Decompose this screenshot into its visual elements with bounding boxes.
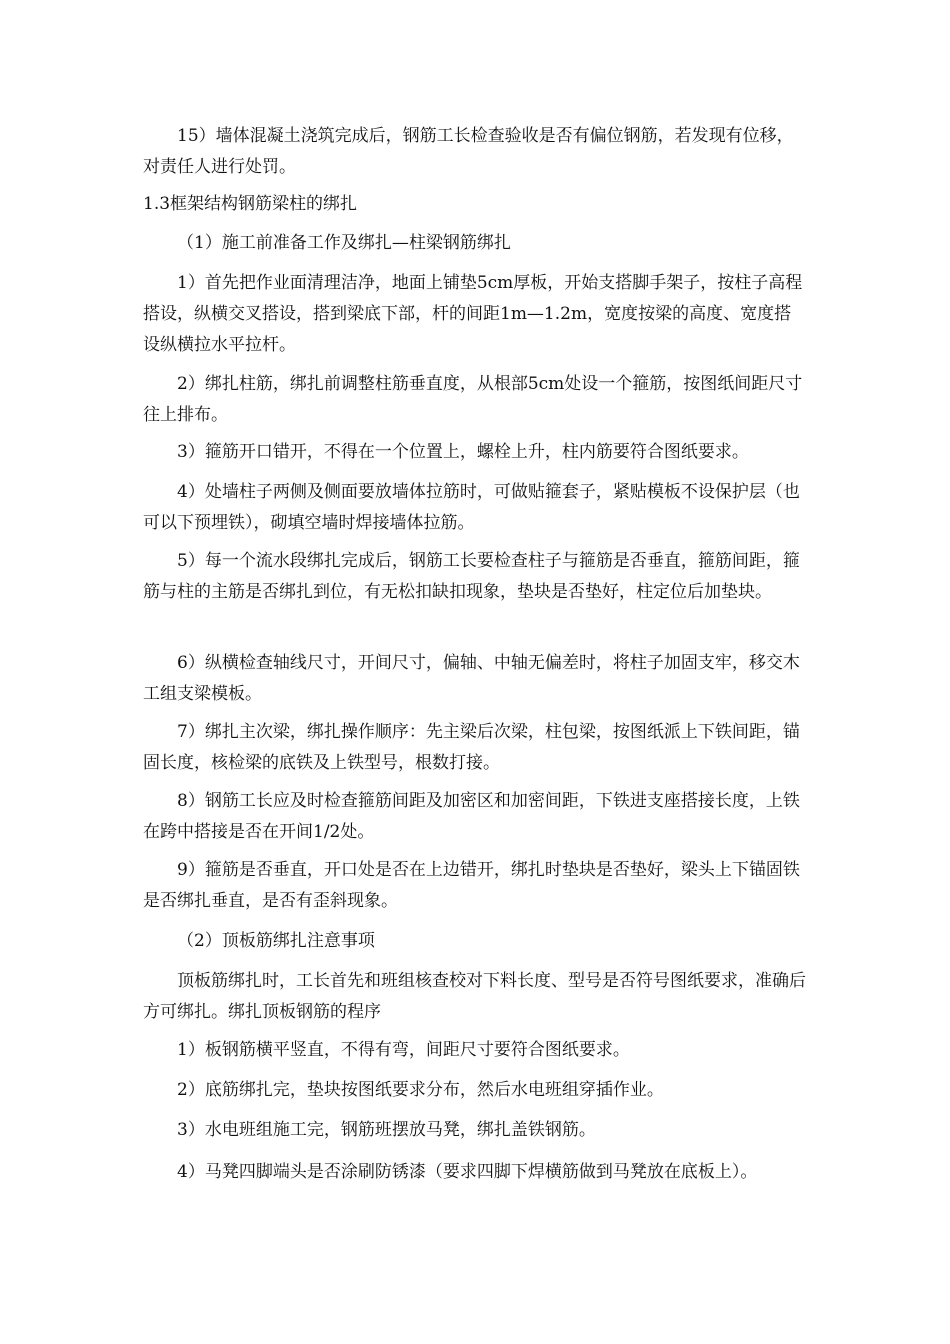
paragraph-step-5: 5）每一个流水段绑扎完成后，钢筋工长要检查柱子与箍筋是否垂直，箍筋间距，箍筋与柱的主筋是否绑扎到位，有无松扣缺扣现象，垫块是否垫好，柱定位后加垫块。 <box>143 551 800 602</box>
paragraph-step-7: 7）绑扎主次梁，绑扎操作顺序：先主梁后次梁，柱包梁，按图纸派上下铁间距，锚固长度，核检梁的底铁及上铁型号，根数打接。 <box>143 722 800 773</box>
paragraph-step-4: 4）处墙柱子两侧及侧面要放墙体拉筋时，可做贴箍套子，紧贴模板不设保护层（也可以下预埋铁），砌填空墙时焊接墙体拉筋。 <box>143 482 800 533</box>
paragraph-slab-step-1: 1）板钢筋横平竖直，不得有弯，间距尺寸要符合图纸要求。 <box>177 1040 630 1060</box>
paragraph-slab-intro: 顶板筋绑扎时，工长首先和班组核查校对下料长度、型号是否符号图纸要求，准确后方可绑扎。绑扎顶板钢筋的程序 <box>143 971 806 1022</box>
subsection-heading-1: （1）施工前准备工作及绑扎—柱梁钢筋绑扎 <box>177 233 511 253</box>
paragraph-step-6: 6）纵横检查轴线尺寸，开间尺寸，偏轴、中轴无偏差时，将柱子加固支牢，移交木工组支梁模板。 <box>143 653 800 704</box>
paragraph-step-9: 9）箍筋是否垂直，开口处是否在上边错开，绑扎时垫块是否垫好，梁头上下锚固铁是否绑扎垂直，是否有歪斜现象。 <box>143 860 800 911</box>
section-heading-1-3: 1.3框架结构钢筋梁柱的绑扎 <box>143 194 358 214</box>
paragraph-slab-step-2: 2）底筋绑扎完，垫块按图纸要求分布，然后水电班组穿插作业。 <box>177 1080 664 1100</box>
paragraph-slab-step-3: 3）水电班组施工完，钢筋班摆放马凳，绑扎盖铁钢筋。 <box>177 1120 596 1140</box>
subsection-heading-2: （2）顶板筋绑扎注意事项 <box>177 931 375 951</box>
paragraph-step-3: 3）箍筋开口错开，不得在一个位置上，螺栓上升，柱内筋要符合图纸要求。 <box>177 442 749 462</box>
paragraph-step-2: 2）绑扎柱筋，绑扎前调整柱筋垂直度，从根部5cm处设一个箍筋，按图纸间距尺寸往上排布。 <box>143 374 803 425</box>
paragraph-item-15: 15）墙体混凝土浇筑完成后，钢筋工长检查验收是否有偏位钢筋，若发现有位移，对责任人进行处罚。 <box>143 126 794 177</box>
paragraph-slab-step-4: 4）马凳四脚端头是否涂刷防锈漆（要求四脚下焊横筋做到马凳放在底板上）。 <box>177 1162 758 1182</box>
paragraph-step-1: 1）首先把作业面清理洁净，地面上铺垫5cm厚板，开始支搭脚手架子，按柱子高程搭设，纵横交叉搭设，搭到梁底下部，杆的间距1m—1.2m，宽度按梁的高度、宽度搭设纵横拉水平拉杆。 <box>143 273 803 355</box>
paragraph-step-8: 8）钢筋工长应及时检查箍筋间距及加密区和加密间距，下铁进支座搭接长度，上铁在跨中搭接是否在开间1/2处。 <box>143 791 800 842</box>
